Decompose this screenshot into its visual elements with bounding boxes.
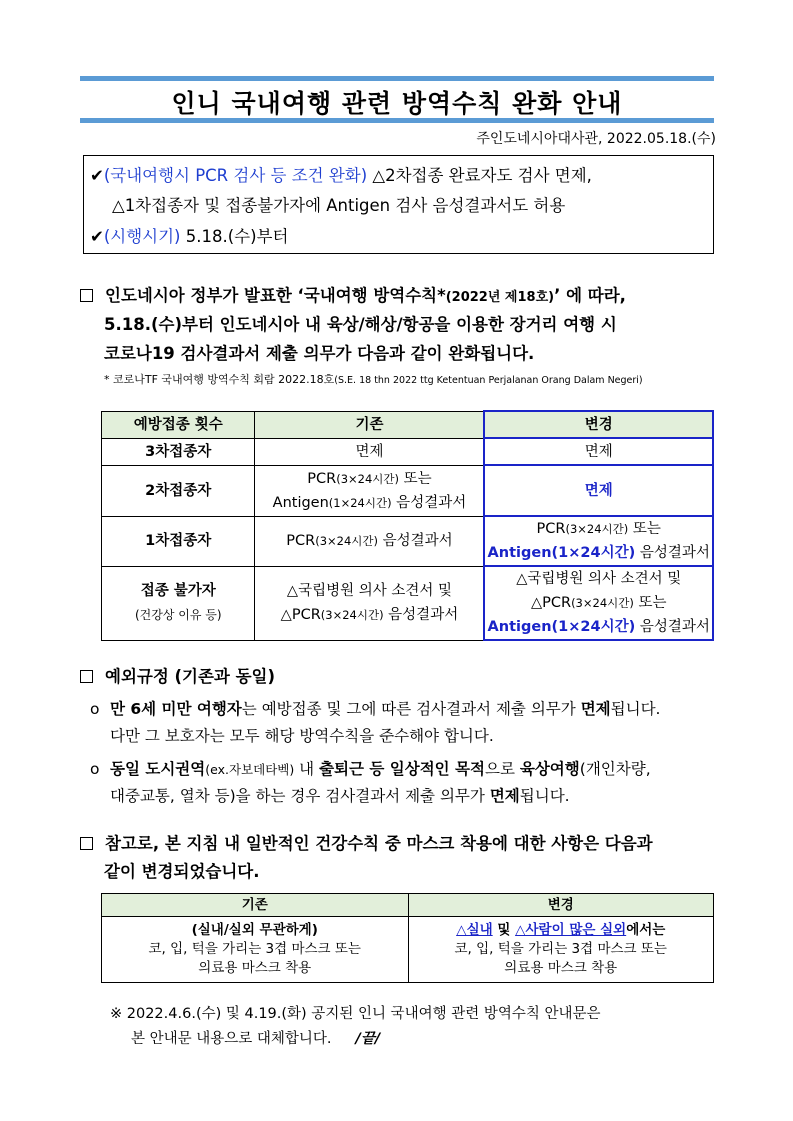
checkbox-square-icon xyxy=(80,289,93,302)
exception-item-2-cont: 대중교통, 열차 등)을 하는 경우 검사결과서 제출 의무가 면제됩니다. xyxy=(110,787,570,805)
check-icon: ✔ xyxy=(90,227,104,246)
col-header-old: 기존 xyxy=(102,894,409,917)
mask-table xyxy=(101,893,714,983)
exception-item-1-cont: 다만 그 보호자는 모두 해당 방역수칙을 준수해야 합니다. xyxy=(110,727,494,745)
intro-footnote: * 코로나TF 국내여행 방역수칙 회람 2022.18호(S.E. 18 thn 2022 ttg Ketentuan Perjalanan Orang Dalam Negeri) xyxy=(104,373,643,386)
summary-line-1: ✔(국내여행시 PCR 검사 등 조건 완화) △2차접종 완료자도 검사 면제, xyxy=(90,166,592,185)
table-row: 3차접종자 면제 면제 xyxy=(102,438,714,465)
table-header-row xyxy=(102,894,714,917)
intro-line-1: 인도네시아 정부가 발표한 ‘국내여행 방역수칙*(2022년 제18호)’ 에 따라, xyxy=(80,282,626,306)
col-header-doses: 예방접종 횟수 xyxy=(102,411,255,438)
col-header-new: 변경 xyxy=(484,411,713,438)
summary-line-3: ✔(시행시기) 5.18.(수)부터 xyxy=(90,227,289,246)
table-row: 1차접종자 PCR(3×24시간) 음성결과서 PCR(3×24시간) 또는 Antigen(1×24시간) 음성결과서 xyxy=(102,516,714,566)
checkbox-square-icon xyxy=(80,670,93,683)
col-header-old: 기존 xyxy=(255,411,484,438)
mask-intro-line-1: 참고로, 본 지침 내 일반적인 건강수칙 중 마스크 착용에 대한 사항은 다음과 xyxy=(80,830,653,854)
issuer-date: 주인도네시아대사관, 2022.05.18.(수) xyxy=(476,131,716,147)
summary-line-2: △1차접종자 및 접종불가자에 Antigen 검사 음성결과서도 허용 xyxy=(112,196,566,215)
end-mark: /끝/ xyxy=(355,1031,381,1047)
check-icon: ✔ xyxy=(90,166,104,185)
table-row: 접종 불가자 (건강상 이유 등) △국립병원 의사 소견서 및 △PCR(3×24시간) 음성결과서 △국립병원 의사 소견서 및 △PCR(3×24시간) 또는 Antigen(1×24시간) 음성결과서 xyxy=(102,566,714,640)
exception-item-2: o 동일 도시권역(ex.자보데타벡) 내 출퇴근 등 일상적인 목적으로 육상여행(개인차량, xyxy=(90,760,651,778)
exceptions-heading: 예외규정 (기존과 동일) xyxy=(80,663,275,687)
exception-item-1: o 만 6세 미만 여행자는 예방접종 및 그에 따른 검사결과서 제출 의무가 면제됩니다. xyxy=(90,700,661,718)
title-bottom-rule xyxy=(80,118,714,123)
table-row: (실내/실외 무관하게) 코, 입, 턱을 가리는 3겹 마스크 또는 의료용 마스크 착용 △실내 및 △사람이 많은 실외에서는 코, 입, 턱을 가리는 3겹 마스크 또는 의료용 마스크 착용 xyxy=(102,917,714,983)
table-header-row xyxy=(102,411,714,438)
intro-line-3: 코로나19 검사결과서 제출 의무가 다음과 같이 완화됩니다. xyxy=(104,344,535,363)
col-header-new: 변경 xyxy=(408,894,714,917)
footer-note-line-1: ※ 2022.4.6.(수) 및 4.19.(화) 공지된 인니 국내여행 관련 방역수칙 안내문은 xyxy=(110,1006,601,1022)
checkbox-square-icon xyxy=(80,837,93,850)
intro-line-2: 5.18.(수)부터 인도네시아 내 육상/해상/항공을 이용한 장거리 여행 시 xyxy=(104,315,617,334)
summary-box xyxy=(83,155,714,254)
vaccination-table xyxy=(101,410,714,641)
mask-intro-line-2: 같이 변경되었습니다. xyxy=(104,862,260,881)
table-row: 2차접종자 PCR(3×24시간) 또는 Antigen(1×24시간) 음성결과서 면제 xyxy=(102,465,714,516)
page-title: 인니 국내여행 관련 방역수칙 완화 안내 xyxy=(171,89,623,118)
title-top-rule xyxy=(80,76,714,81)
footer-note-line-2: 본 안내문 내용으로 대체합니다. /끝/ xyxy=(131,1031,381,1047)
